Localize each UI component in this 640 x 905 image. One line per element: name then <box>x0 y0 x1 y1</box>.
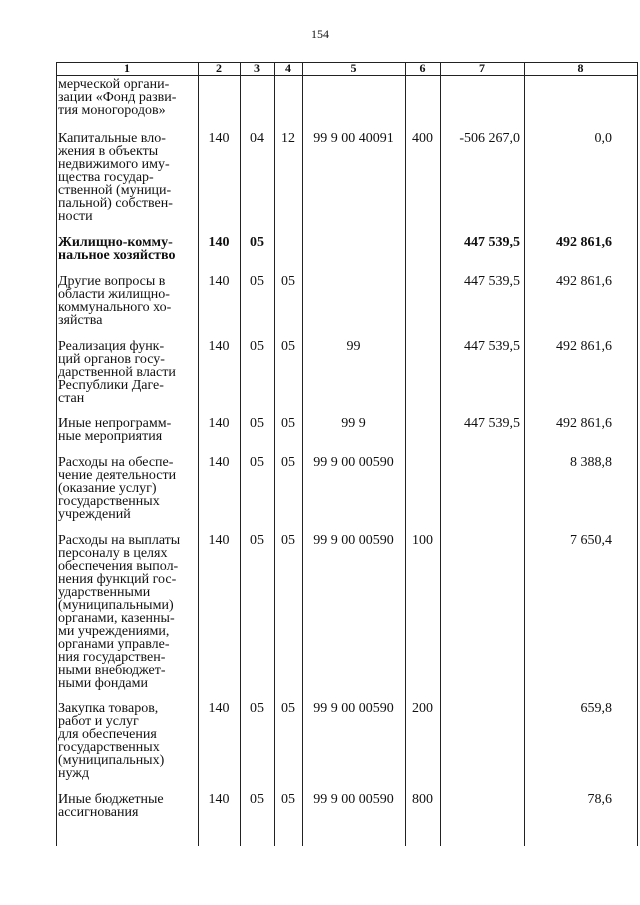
row-col-7: 447 539,5 <box>464 274 520 289</box>
row-col-4: 05 <box>281 274 295 289</box>
column-divider <box>637 62 638 846</box>
row-col-4: 05 <box>281 416 295 431</box>
row-col-8: 7 650,4 <box>570 533 612 548</box>
row-col-3: 05 <box>250 339 264 354</box>
row-name: Капитальные вло- жения в объекты недвижимого иму- щества государ- ственной (муници- пальной) собствен- ности <box>58 131 173 224</box>
header-bottom-border <box>56 75 638 76</box>
row-col-4: 12 <box>281 131 295 146</box>
row-col-8: 492 861,6 <box>556 416 612 431</box>
column-header-4: 4 <box>285 61 291 75</box>
column-header-1: 1 <box>124 61 130 75</box>
row-col-7: 447 539,5 <box>464 416 520 431</box>
row-col-6: 400 <box>412 131 433 146</box>
row-col-3: 05 <box>250 416 264 431</box>
row-name: Другие вопросы в области жилищно- коммунального хо- зяйства <box>58 274 172 328</box>
row-col-8: 492 861,6 <box>556 274 612 289</box>
row-col-2: 140 <box>208 339 230 354</box>
row-col-5: 99 9 00 00590 <box>313 792 394 807</box>
column-header-6: 6 <box>419 61 426 75</box>
row-col-2: 140 <box>208 131 230 146</box>
row-col-3: 05 <box>250 235 264 250</box>
row-col-3: 05 <box>250 792 264 807</box>
row-col-5: 99 9 00 00590 <box>313 701 394 716</box>
row-name: Иные бюджетные ассигнования <box>58 792 164 820</box>
column-divider <box>56 62 57 846</box>
row-col-8: 492 861,6 <box>556 339 612 354</box>
row-col-8: 492 861,6 <box>556 235 612 250</box>
column-divider <box>274 62 275 846</box>
row-col-2: 140 <box>208 235 230 250</box>
row-col-7: -506 267,0 <box>459 131 520 146</box>
row-col-2: 140 <box>208 701 230 716</box>
row-name: Расходы на обеспе- чение деятельности (оказание услуг) государственных учреждений <box>58 455 177 522</box>
row-col-8: 78,6 <box>587 792 612 807</box>
row-col-5: 99 9 00 00590 <box>313 533 394 548</box>
row-col-4: 05 <box>281 792 295 807</box>
row-name: Иные непрограмм- ные мероприятия <box>58 416 172 444</box>
row-name: Расходы на выплаты персоналу в целях обеспечения выпол- нения функций гос- ударственными (муниципальными) органами, казенны- ми учреждениями, органами управле- ния государствен- ными внебюджет- ными фондами <box>58 533 181 691</box>
column-divider <box>405 62 406 846</box>
row-col-8: 0,0 <box>594 131 612 146</box>
column-header-3: 3 <box>254 61 260 75</box>
row-col-2: 140 <box>208 274 230 289</box>
page-number: 154 <box>311 27 329 41</box>
column-divider <box>440 62 441 846</box>
row-col-7: 447 539,5 <box>464 235 520 250</box>
column-header-5: 5 <box>350 61 357 75</box>
row-col-7: 447 539,5 <box>464 339 520 354</box>
row-col-5: 99 9 <box>341 416 366 431</box>
column-divider <box>302 62 303 846</box>
column-divider <box>240 62 241 846</box>
column-header-2: 2 <box>216 61 222 75</box>
row-col-2: 140 <box>208 792 230 807</box>
row-col-3: 05 <box>250 701 264 716</box>
row-col-6: 200 <box>412 701 433 716</box>
row-col-6: 100 <box>412 533 433 548</box>
row-col-4: 05 <box>281 339 295 354</box>
row-col-6: 800 <box>412 792 433 807</box>
column-header-8: 8 <box>577 61 584 75</box>
row-col-3: 05 <box>250 455 264 470</box>
row-col-3: 05 <box>250 533 264 548</box>
column-header-7: 7 <box>479 61 485 75</box>
row-col-5: 99 <box>346 339 361 354</box>
row-col-5: 99 9 00 00590 <box>313 455 394 470</box>
row-col-5: 99 9 00 40091 <box>313 131 394 146</box>
row-col-3: 04 <box>250 131 264 146</box>
row-col-8: 8 388,8 <box>570 455 612 470</box>
column-divider <box>198 62 199 846</box>
row-col-4: 05 <box>281 701 295 716</box>
row-col-2: 140 <box>208 533 230 548</box>
row-col-2: 140 <box>208 416 230 431</box>
row-col-4: 05 <box>281 455 295 470</box>
row-name: Реализация функ- ций органов госу- дарственной власти Республики Даге- стан <box>58 339 176 406</box>
row-name: мерческой органи- зации «Фонд разви- тия моногородов» <box>58 77 177 118</box>
row-col-2: 140 <box>208 455 230 470</box>
row-name: Закупка товаров, работ и услуг для обеспечения государственных (муниципальных) нужд <box>58 701 165 781</box>
row-col-8: 659,8 <box>580 701 612 716</box>
row-col-3: 05 <box>250 274 264 289</box>
row-col-4: 05 <box>281 533 295 548</box>
row-name: Жилищно-комму- нальное хозяйство <box>58 235 176 263</box>
column-divider <box>524 62 525 846</box>
